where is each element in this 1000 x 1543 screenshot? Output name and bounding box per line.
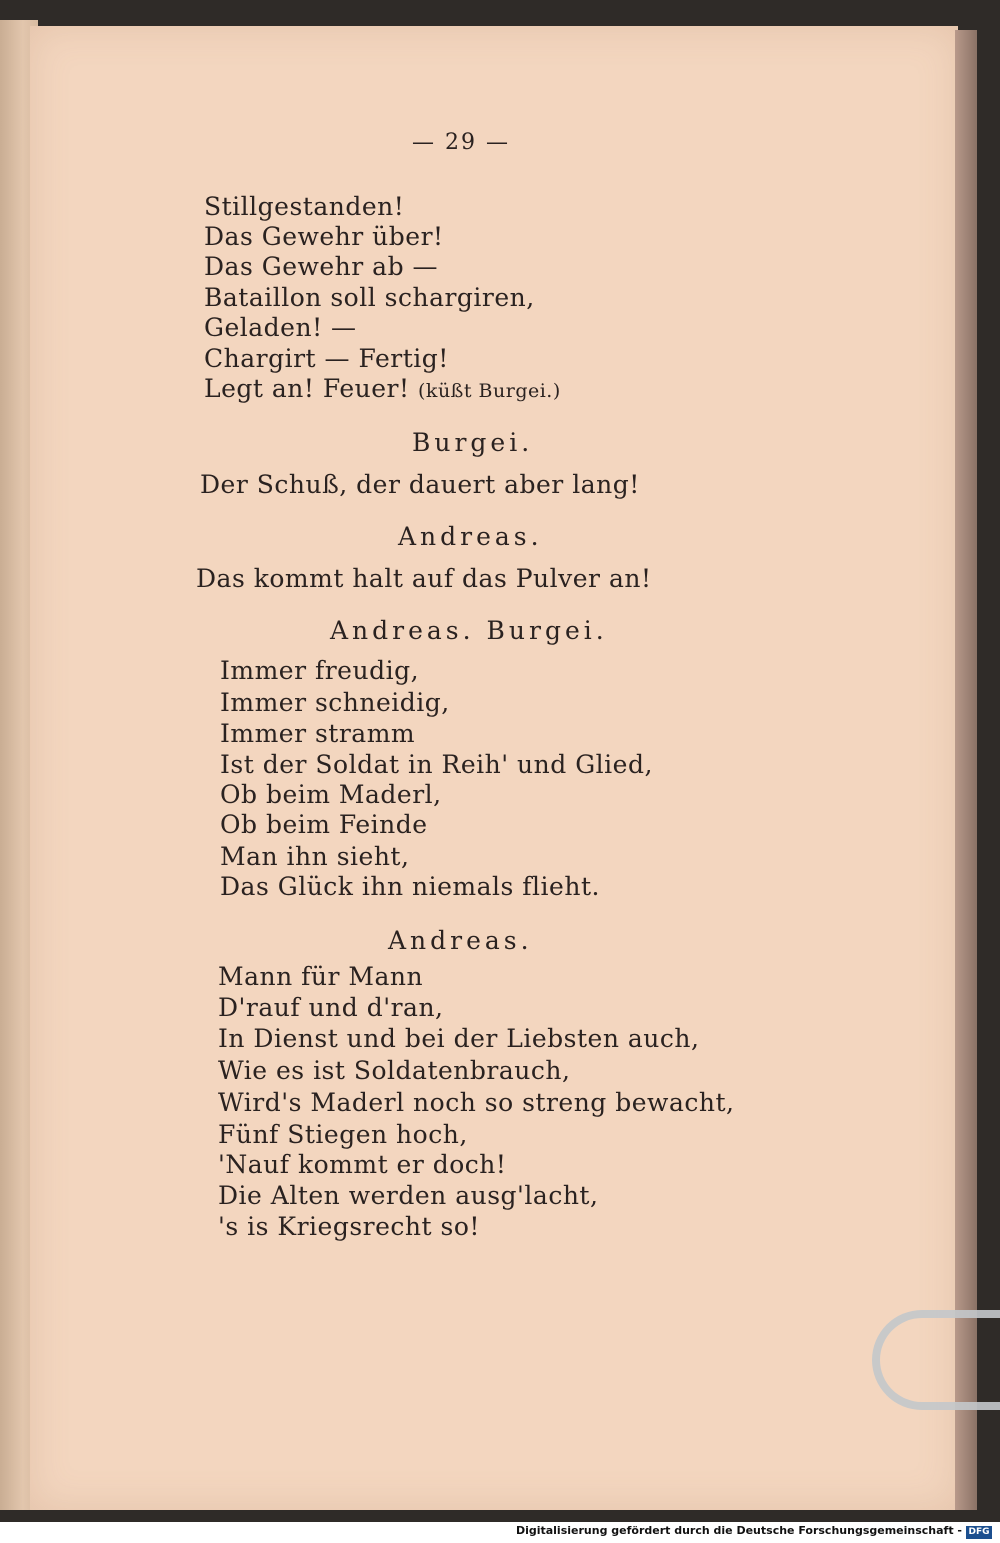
verse-line: Man ihn sieht, [220, 842, 410, 871]
verse-line: Ob beim Feinde [220, 810, 428, 839]
paper-clip-icon [872, 1310, 1000, 1410]
speaker-name: Andreas. Burgei. [330, 616, 608, 645]
verse-line: Stillgestanden! [204, 192, 405, 221]
page-number: — 29 — [412, 130, 510, 155]
speaker-name: Andreas. [398, 522, 543, 551]
verse-line: Ist der Soldat in Reih' und Glied, [220, 750, 653, 779]
speaker-name: Burgei. [412, 428, 534, 457]
verse-line: Immer schneidig, [220, 688, 450, 717]
verse-line: Das Glück ihn niemals flieht. [220, 872, 600, 901]
verse-line: Chargirt — Fertig! [204, 344, 449, 373]
dfg-logo-icon: DFG [966, 1526, 992, 1539]
speaker-name: Andreas. [388, 926, 533, 955]
verse-line: 'Nauf kommt er doch! [218, 1150, 507, 1179]
verse-line: Ob beim Maderl, [220, 780, 442, 809]
verse-line: Das Gewehr über! [204, 222, 444, 251]
verse-line: Die Alten werden ausg'lacht, [218, 1181, 599, 1210]
stage-direction: (küßt Burgei.) [418, 380, 561, 402]
verse-line: Fünf Stiegen hoch, [218, 1120, 468, 1149]
dialogue-line: Das kommt halt auf das Pulver an! [196, 564, 652, 593]
verse-line: 's is Kriegsrecht so! [218, 1212, 480, 1241]
verse-line: Immer freudig, [220, 656, 420, 685]
page-right-shadow [955, 30, 977, 1510]
verse-line: Geladen! — [204, 313, 357, 342]
verse-line: Mann für Mann [218, 962, 424, 991]
verse-line: Bataillon soll schargiren, [204, 283, 535, 312]
verse-line: Wird's Maderl noch so streng bewacht, [218, 1088, 735, 1117]
footer-credit: Digitalisierung gefördert durch die Deutsche Forschungsgemeinschaft - [515, 1524, 962, 1537]
verse-line: Immer stramm [220, 719, 416, 748]
verse-line-text: Legt an! Feuer! [204, 374, 410, 403]
dialogue-line: Der Schuß, der dauert aber lang! [200, 470, 640, 499]
verse-line: Das Gewehr ab — [204, 252, 439, 281]
verse-line: D'rauf und d'ran, [218, 993, 444, 1022]
verse-line: Wie es ist Soldatenbrauch, [218, 1056, 571, 1085]
verse-line [204, 374, 561, 406]
verse-line: In Dienst und bei der Liebsten auch, [218, 1024, 700, 1053]
